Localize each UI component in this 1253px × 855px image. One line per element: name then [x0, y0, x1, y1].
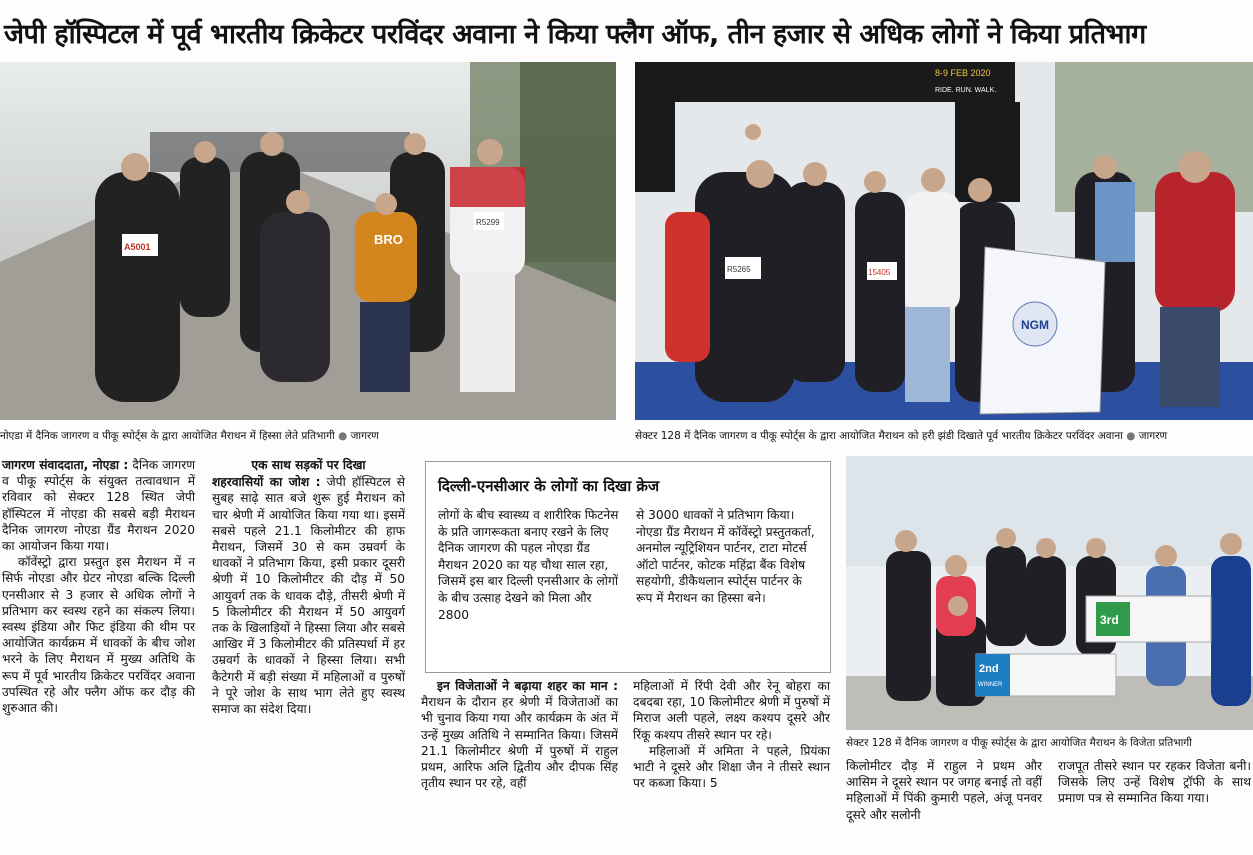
winners-caption-text: सेक्टर 128 में दैनिक जागरण व पीकू स्पोर्ट्स के द्वारा आयोजित मैराथन के विजेता प्रतिभागी [846, 737, 1192, 749]
box-column-right: से 3000 धावकों ने प्रतिभाग किया। नोएडा ग्रैंड मैराथन में कॉवेंस्ट्रो प्रस्तुतकर्ता, अनमोल न्यूट्रिशियन पार्टनर, टाटा मोटर्स ऑटो पार्टनर, कोटक महिंद्रा बैंक विशेष सहयोगी, डीकैथलान स्पोर्ट्स पार्टनर के रूप में मैराथन का हिस्सा बने। [636, 508, 815, 605]
body-paragraph: जेपी हॉस्पिटल से सुबह साढ़े सात बजे शुरू हुई मैराथन को चार श्रेणी में आयोजित किया गया था। इसमें सबसे पहले 21.1 किलोमीटर की हाफ मैराथन, जिसमें 30 से कम उम्रवर्ग के धावकों ने प्रतिभाग किया, इसी प्रकार दूसरी श्रेणी में 10 किलोमीटर की दौड़ में 50 आयुवर्ग तक के धावक दौड़े, तीसरी श्रेणी में 5 किलोमीटर की मैराथन में 50 आयुवर्ग तक के खिलाड़ियों ने हिस्सा लिया और सबसे आखिर में 3 किलोमीटर की प्रतिस्पर्धा में हर उम्रवर्ग के धावकों ने हिस्सा लिया। सभी कैटेगरी में बड़ी संख्या में महिलाओं व पुरुषों ने पूरे जोश के साथ भाग लेते हुए स्वस्थ समाज का संदेश दिया। [212, 475, 406, 717]
right-caption-credit: जागरण [1138, 430, 1168, 442]
left-photo-caption [0, 429, 379, 443]
winners-photo [846, 456, 1253, 730]
body-paragraph: किलोमीटर दौड़ में राहुल ने प्रथम और आसिम ने दूसरे स्थान पर जगह बनाई तो वहीं महिलाओं में पिंकी कुमारी पहले, अंजू पनवर दूसरे और सलोनी [846, 759, 1042, 822]
body-paragraph: कॉवेंस्ट्रो द्वारा प्रस्तुत इस मैराथन में न सिर्फ नोएडा और ग्रेटर नोएडा बल्कि दिल्ली एनसीआर से 3 हजार से अधिक लोगों ने प्रतिभाग कर स्वस्थ रहने का संकल्प लिया। स्वस्थ इंडिया और फिट इंडिया की थीम पर आयोजित कार्यक्रम में धावकों के बीच जोश भरने के लिए मैराथन में मुख्य अतिथि के रूप में पूर्व भारतीय क्रिकेटर परविंदर अवाना उपस्थित रहे और फ्लैग ऑफ कर दौड़ की शुरुआत की। [2, 555, 195, 716]
body-paragraph: महिलाओं में रिंपी देवी और रेनू बोहरा का दबदबा रहा, 10 किलोमीटर श्रेणी में पुरुषों में मिराज अली पहले, लक्ष्य कश्यप दूसरे और रिंकू कश्यप तीसरे स्थान पर रहे। [633, 679, 830, 742]
intro-paragraph: दैनिक जागरण व पीकू स्पोर्ट्स के संयुक्त तत्वावधान में रविवार को सेक्टर 128 स्थित जेपी हॉस्पिटल में नोएडा की सबसे बड़ी मैराथन दैनिक जागरण नोएडा ग्रैंड मैराथन 2020 का आयोजन किया गया। [2, 458, 196, 554]
sidebar-box [425, 461, 831, 673]
bullet-icon: ● [338, 430, 348, 442]
flag-off-photo [635, 62, 1253, 420]
article-column-1 [2, 457, 195, 716]
flag-logo: NGM [1021, 318, 1049, 332]
left-caption-credit: जागरण [350, 430, 379, 442]
article-column-2 [212, 457, 405, 717]
badge-second: 2nd [979, 663, 999, 675]
box-title: दिल्ली-एनसीआर के लोगों का दिखा क्रेज [438, 477, 660, 495]
badge-winner: WINNER [978, 682, 1003, 688]
right-bib-2: 15405 [868, 268, 891, 277]
body-paragraph: महिलाओं में अमिता ने पहले, प्रियंका भाटी ने दूसरे और शिक्षा जैन ने तीसरे स्थान पर कब्जा किया। 5 [633, 743, 830, 791]
article-column-3 [421, 678, 618, 791]
body-paragraph: मैराथन के दौरान हर श्रेणी में विजेताओं का भी चुनाव किया गया और कार्यक्रम के अंत में उन्हें मुख्य अतिथि ने सम्मानित किया। जिसमें 21.1 किलोमीटर श्रेणी में पुरुषों में राहुल प्रथम, आरिफ अलि द्वितीय और दीपक सिंह तृतीय स्थान पर रहे, वहीं [421, 695, 618, 791]
bib-number-right: R5299 [476, 218, 500, 227]
subheading-lead: शहरवासियों का जोश : [212, 475, 321, 490]
left-caption-text: नोएडा में दैनिक जागरण व पीकू स्पोर्ट्स के द्वारा आयोजित मैराथन में हिस्सा लेते प्रतिभागी [0, 430, 335, 442]
right-photo-caption [635, 429, 1167, 443]
body-paragraph: राजपूत तीसरे स्थान पर रहकर विजेता बनी। जिसके लिए उन्हें विशेष ट्रॉफी के साथ प्रमाण पत्र से सम्मानित किया गया। [1058, 759, 1251, 806]
article-column-5 [846, 758, 1042, 823]
article-column-6 [1058, 758, 1251, 807]
winners-photo-caption [846, 736, 1192, 750]
bullet-icon: ● [1126, 430, 1136, 442]
headline: जेपी हॉस्पिटल में पूर्व भारतीय क्रिकेटर परविंदर अवाना ने किया फ्लैग ऑफ, तीन हजार से अधिक लोगों ने किया प्रतिभाग [4, 19, 1146, 50]
box-column-left: लोगों के बीच स्वास्थ्य व शारीरिक फिटनेस के प्रति जागरूकता बनाए रखने के लिए दैनिक जागरण की पहल नोएडा ग्रैंड मैराथन 2020 का यह चौथा साल रहा, जिसमें इस बार दिल्ली एनसीआर के लोगों के बीच उत्साह देखने को मिला और 2800 [438, 508, 619, 622]
marathon-runners-photo [0, 62, 616, 420]
winners-lead: इन विजेताओं ने बढ़ाया शहर का मान : [437, 679, 618, 693]
badge-third: 3rd [1100, 613, 1119, 627]
article-column-4 [633, 678, 830, 791]
right-bib-1: R5265 [727, 265, 751, 274]
bib-number-left: A5001 [124, 242, 151, 252]
banner-date: 8-9 FEB 2020 [935, 68, 991, 78]
right-caption-text: सेक्टर 128 में दैनिक जागरण व पीकू स्पोर्ट्स के द्वारा आयोजित मैराथन को हरी झंडी दिखाते पूर्व भारतीय क्रिकेटर परविंदर अवाना [635, 430, 1123, 442]
banner-tagline: RIDE. RUN. WALK. [935, 87, 997, 94]
subheading: एक साथ सड़कों पर दिखा [251, 458, 366, 472]
dateline: जागरण संवाददाता, नोएडा : [2, 458, 129, 472]
shirt-text: BRO [374, 232, 403, 247]
